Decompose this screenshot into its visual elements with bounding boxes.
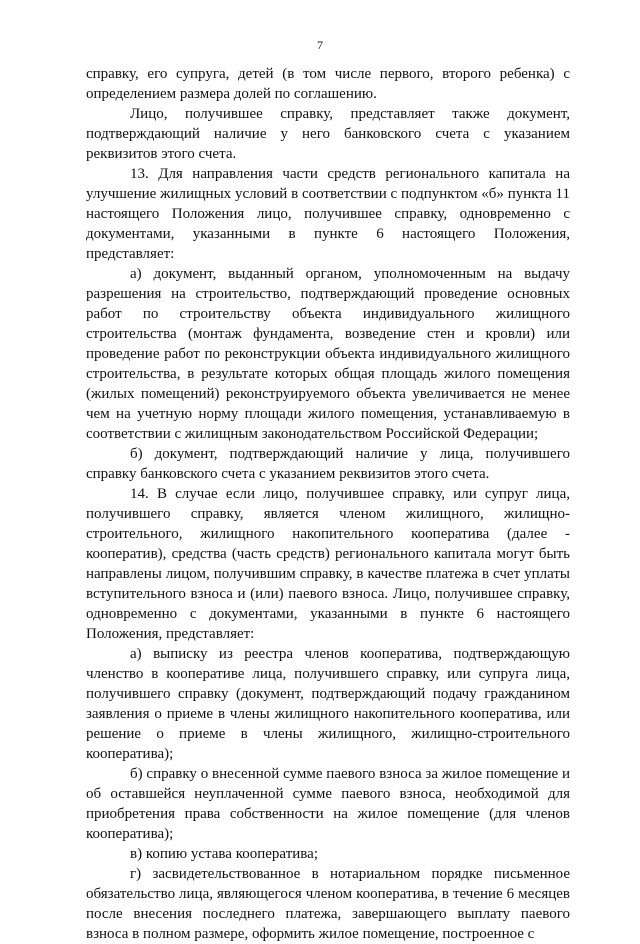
paragraph-14-a: а) выписку из реестра членов кооператива, подтверждающую членство в кооперативе лица, получившего справку, или супруга лица, получившего справку (документ, подтверждающий подачу гражданином заявления о приеме в члены жилищного накопительного кооператива, или решение о приеме в члены жилищного, жилищно-строительного кооператива); xyxy=(86,646,570,762)
paragraph-14-g: г) засвидетельствованное в нотариальном порядке письменное обязательство лица, являющегося членом кооператива, в течение 6 месяцев после внесения последнего платежа, завершающего выплату паевого взноса в полном размере, оформить жилое помещение, построенное с xyxy=(86,866,570,942)
paragraph-13-b: б) документ, подтверждающий наличие у лица, получившего справку банковского счета с указанием реквизитов этого счета. xyxy=(86,446,570,482)
paragraph-continuation: справку, его супруга, детей (в том числе первого, второго ребенка) с определением размера долей по соглашению. xyxy=(86,66,570,102)
paragraph-14-b: б) справку о внесенной сумме паевого взноса за жилое помещение и об оставшейся неуплаченной сумме паевого взноса, необходимой для приобретения права собственности на жилое помещение (для членов кооператива); xyxy=(86,766,570,842)
paragraph-bank-account: Лицо, получившее справку, представляет также документ, подтверждающий наличие у него банковского счета с указанием реквизитов этого счета. xyxy=(86,106,570,162)
paragraph-14: 14. В случае если лицо, получившее справку, или супруг лица, получившего справку, является членом жилищного, жилищно-строительного, жилищного накопительного кооператива (далее - кооператив), средства (часть средств) регионального капитала могут быть направлены лицом, получившим справку, в качестве платежа в счет уплаты вступительного взноса и (или) паевого взноса. Лицо, получившее справку, одновременно с документами, указанными в пункте 6 настоящего Положения, представляет: xyxy=(86,486,570,642)
paragraph-14-v: в) копию устава кооператива; xyxy=(130,846,318,862)
paragraph-13: 13. Для направления части средств регионального капитала на улучшение жилищных условий в соответствии с подпунктом «б» пункта 11 настоящего Положения лицо, получившее справку, одновременно с документами, указанными в пункте 6 настоящего Положения, представляет: xyxy=(86,166,570,262)
paragraph-13-a: а) документ, выданный органом, уполномоченным на выдачу разрешения на строительство, подтверждающий проведение основных работ по строительству объекта индивидуального жилищного строительства (монтаж фундамента, возведение стен и кровли) или проведение работ по реконструкции объекта индивидуального жилищного строительства, в результате которых общая площадь жилого помещения (жилых помещений) реконструируемого объекта увеличивается не менее чем на учетную норму площади жилого помещения, устанавливаемую в соответствии с жилищным законодательством Российской Федерации; xyxy=(86,266,570,442)
document-body xyxy=(86,64,570,944)
page-number: 7 xyxy=(317,38,323,52)
